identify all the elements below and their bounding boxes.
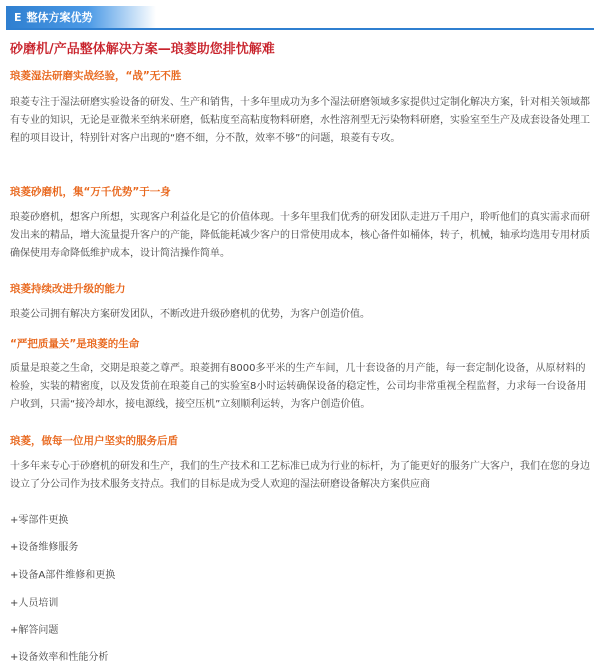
service-item: +解答问题 — [10, 625, 59, 636]
heading-improvement: 琅菱持续改进升级的能力 — [10, 283, 126, 295]
service-item: +设备A部件维修和更换 — [10, 570, 116, 581]
paragraph-quality: 质量是琅菱之生命，交期是琅菱之尊严。琅菱拥有8000多平米的生产车间，几十套设备的月产能，每一套定制化设备，从原材料的检验，实装的精密度，以及发货前在琅菱自己的实验室8小时运转确保设备的稳定性，公司均非常重视全程监督，力求每一台设备用户收到，只需“接冷却水，接电源线，接空压机”立刻顺利运转，为客户创造价值。 — [10, 363, 587, 410]
section-header — [6, 6, 594, 30]
heading-experience: 琅菱湿法研磨实战经验，“战”无不胜 — [10, 70, 182, 82]
heading-advantages: 琅菱砂磨机，集“万千优势”于一身 — [10, 186, 171, 198]
heading-service: 琅菱，做每一位用户坚实的服务后盾 — [10, 435, 178, 447]
paragraph-improvement: 琅菱公司拥有解决方案研发团队，不断改进升级砂磨机的优势，为客户创造价值。 — [10, 309, 370, 320]
page-title: 砂磨机/产品整体解决方案—琅菱助您排忧解难 — [10, 42, 275, 57]
service-item: +零部件更换 — [10, 515, 69, 526]
paragraph-service: 十多年来专心于砂磨机的研发和生产，我们的生产技术和工艺标准已成为行业的标杆，为了能更好的服务广大客户，我们在您的身边设立了分公司作为技术服务支持点。我们的目标是成为受人欢迎的湿法研磨设备解决方案供应商 — [10, 461, 590, 490]
service-item: +人员培训 — [10, 598, 59, 609]
section-tab — [6, 6, 156, 28]
section-title: 整体方案优势 — [26, 11, 93, 24]
service-item: +设备效率和性能分析 — [10, 652, 109, 663]
section-letter: E — [14, 10, 22, 24]
service-item: +设备维修服务 — [10, 542, 79, 553]
paragraph-advantages: 琅菱砂磨机，想客户所想，实现客户利益化是它的价值体现。十多年里我们优秀的研发团队走进万千用户，聆听他们的真实需求而研发出来的精品，增大流量提升客户的产能，降低能耗减少客户的日常使用成本，核心备件如桶体，转子，机械，轴承均选用专用材质确保使用寿命降低维护成本，设计简洁操作简单。 — [10, 212, 590, 259]
paragraph-experience: 琅菱专注于湿法研磨实验设备的研发、生产和销售，十多年里成功为多个湿法研磨领域多家提供过定制化解决方案，针对相关领域都有专业的知识，无论是亚微米至纳米研磨，低粘度至高粘度物料研磨，水性溶剂型无污染物料研磨，实验室至生产及成套设备处理工程的项目设计，特别针对客户出现的“磨不细，分不散，效率不够”的问题，琅菱有专攻。 — [10, 97, 590, 144]
heading-quality: “严把质量关”是琅菱的生命 — [10, 338, 140, 350]
